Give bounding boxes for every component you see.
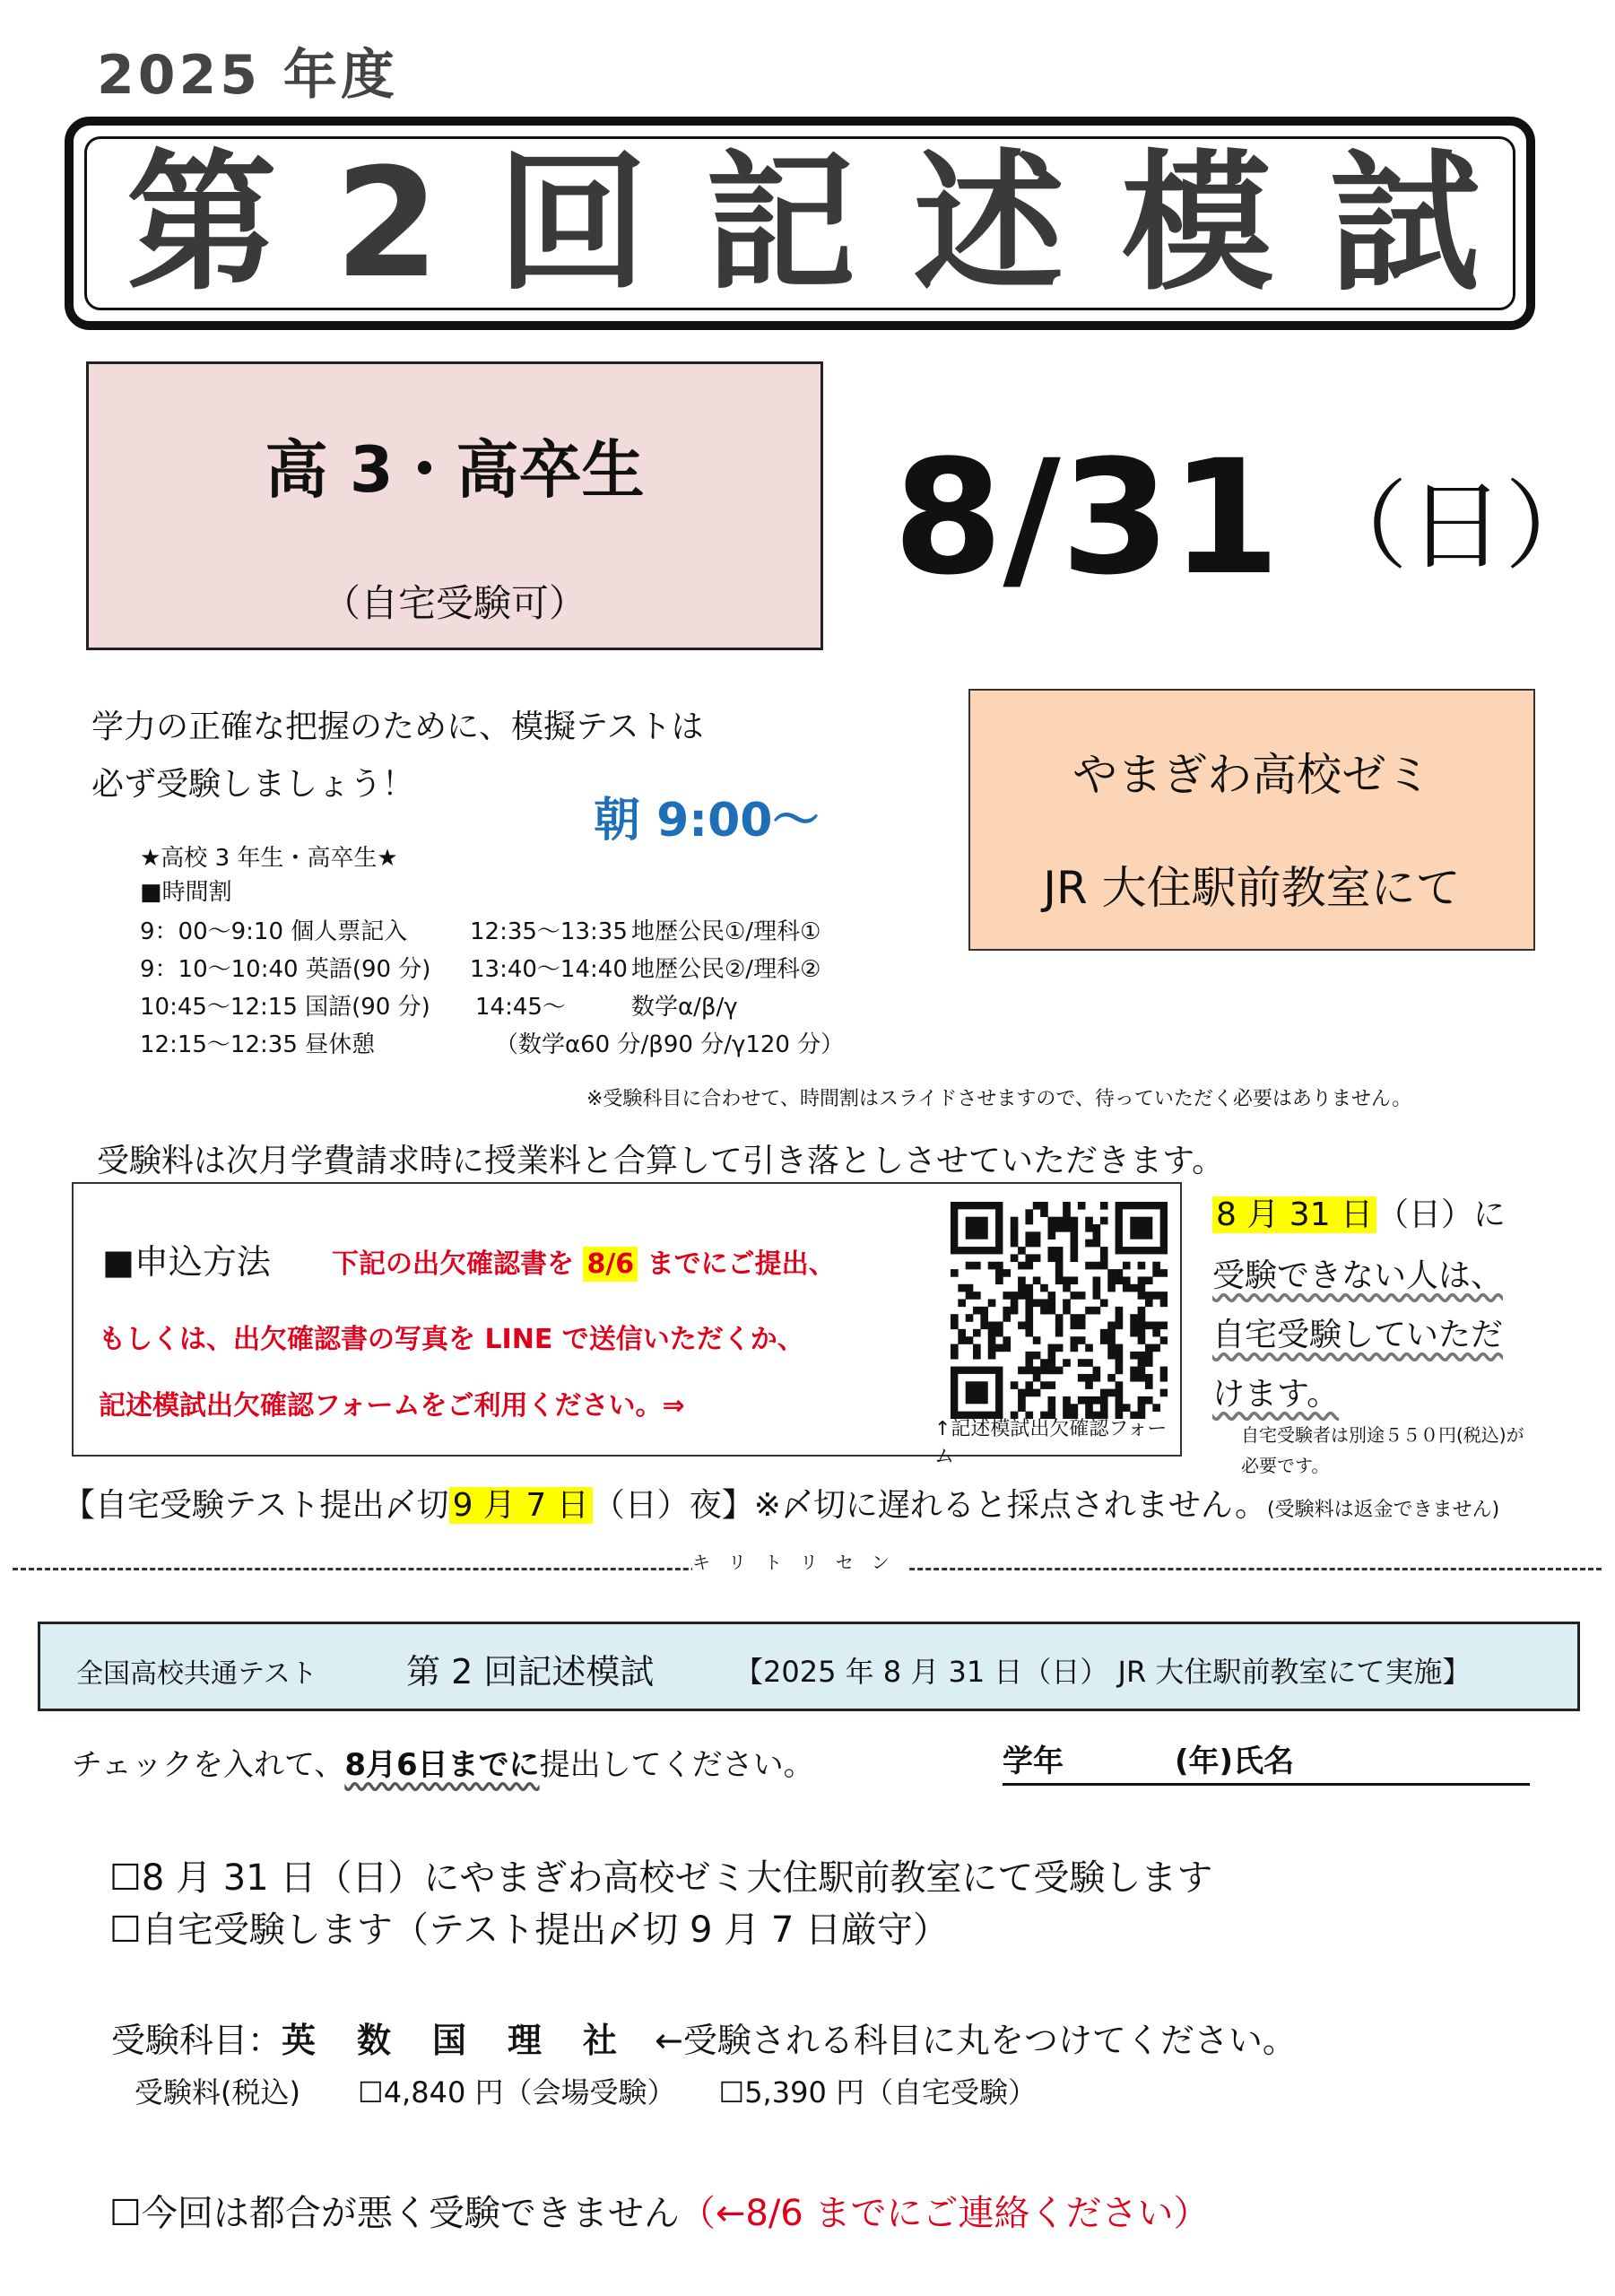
schedule-time: （数学α60 分/β90 分/γ120 分） bbox=[495, 1031, 845, 1058]
target-grade-box bbox=[86, 361, 823, 650]
qr-code-graphic bbox=[951, 1202, 1168, 1419]
side-note-line: 自宅受験していただ bbox=[1212, 1317, 1504, 1353]
schedule-time: 13:40～14:40 bbox=[470, 956, 628, 983]
start-time: 朝 9:00～ bbox=[594, 794, 820, 848]
schedule-subject: 地歴公民②/理科② bbox=[631, 956, 821, 983]
schedule-subject: 地歴公民①/理科① bbox=[631, 918, 821, 945]
price-label: 受験料(税込) bbox=[135, 2075, 300, 2109]
cut-line-label: キリトリセン bbox=[692, 1548, 907, 1574]
deadline-text: （日）夜】※〆切に遅れると採点されません。 bbox=[592, 1487, 1268, 1524]
schedule-time: 12:35～13:35 bbox=[470, 918, 628, 945]
side-note-line: 受験できない人は、 bbox=[1212, 1257, 1504, 1294]
price-home-checkbox[interactable]: ☐5,390 円（自宅受験） bbox=[718, 2075, 1037, 2109]
fee-note: 受験料は次月学費請求時に授業料と合算して引き落としさせていただきます。 bbox=[97, 1143, 1225, 1179]
subjects-note: ←受験される科目に丸をつけてください。 bbox=[655, 2021, 1297, 2060]
year-label: 2025 年度 bbox=[97, 44, 398, 107]
subjects-label: 受験科目： bbox=[111, 2021, 282, 2060]
venue-box bbox=[968, 689, 1535, 951]
schedule-row: 9：00～9:10 個人票記入 bbox=[140, 918, 408, 945]
schedule-subject: 数学α/β/γ bbox=[631, 994, 738, 1021]
price-row bbox=[135, 2070, 1037, 2111]
absent-note: （←8/6 までにご連絡ください） bbox=[679, 2193, 1210, 2234]
price-venue-checkbox[interactable]: ☐4,840 円（会場受験） bbox=[358, 2075, 662, 2109]
application-box bbox=[72, 1182, 1182, 1468]
side-note-line bbox=[1212, 1189, 1506, 1235]
side-note-small: 必要です。 bbox=[1241, 1455, 1330, 1476]
application-text: 下記の出欠確認書を bbox=[332, 1248, 574, 1280]
home-exam-deadline bbox=[63, 1480, 1499, 1526]
venue-name: やまぎわ高校ゼミ bbox=[1072, 749, 1431, 801]
absent-checkbox: ☐今回は都合が悪く受験できません bbox=[109, 2193, 680, 2234]
form-instruction-deadline: 8月6日までに bbox=[344, 1747, 540, 1783]
side-note-line: けます。 bbox=[1212, 1376, 1340, 1413]
application-instruction bbox=[332, 1241, 836, 1281]
schedule-note: ※受験科目に合わせて、時間割はスライドさせますので、待っていただく必要はありません。 bbox=[586, 1088, 1412, 1110]
home-exam-note: （自宅受験可） bbox=[322, 581, 586, 625]
attend-venue-checkbox[interactable]: ☐8 月 31 日（日）にやまぎわ高校ゼミ大住駅前教室にて受験します bbox=[109, 1857, 1213, 1899]
schedule-label: ■時間割 bbox=[140, 879, 232, 906]
schedule-heading: ★高校 3 年生・高卒生★ bbox=[140, 845, 398, 872]
form-banner-category: 全国高校共通テスト bbox=[76, 1658, 317, 1690]
form-instruction bbox=[72, 1740, 814, 1784]
side-note-date: 8 月 31 日 bbox=[1212, 1196, 1376, 1233]
side-note-text: （日）に bbox=[1376, 1196, 1506, 1233]
application-text: までにご提出、 bbox=[647, 1248, 836, 1280]
form-instruction-text: チェックを入れて、 bbox=[72, 1747, 345, 1783]
exam-weekday: （日） bbox=[1311, 471, 1602, 583]
home-exam-checkbox[interactable]: ☐自宅受験します（テスト提出〆切 9 月 7 日厳守） bbox=[109, 1909, 950, 1951]
schedule-row: 9：10～10:40 英語(90 分) bbox=[140, 956, 431, 983]
form-banner bbox=[38, 1622, 1580, 1711]
schedule-row: 12:15～12:35 昼休憩 bbox=[140, 1031, 376, 1058]
application-deadline: 8/6 bbox=[583, 1247, 638, 1282]
subjects-options[interactable]: 英 数 国 理 社 bbox=[282, 2021, 621, 2060]
target-grade: 高 3・高卒生 bbox=[265, 433, 645, 507]
subjects-row bbox=[111, 2013, 1297, 2062]
name-field[interactable] bbox=[1003, 1736, 1530, 1786]
title-inner bbox=[84, 136, 1515, 310]
title-char: 記 bbox=[705, 135, 856, 311]
name-label: (年)氏名 bbox=[1175, 1744, 1295, 1779]
absent-checkbox-row[interactable] bbox=[109, 2185, 1209, 2236]
title-banner bbox=[65, 117, 1535, 330]
grade-label: 学年 bbox=[1003, 1744, 1064, 1779]
schedule-row: 10:45～12:15 国語(90 分) bbox=[140, 994, 430, 1021]
qr-code[interactable] bbox=[951, 1202, 1168, 1419]
side-note-small: 自宅受験者は別途５５０円(税込)が bbox=[1241, 1424, 1524, 1446]
qr-caption: ↑記述模試出欠確認フォーム bbox=[934, 1418, 1168, 1468]
title-char: 2 bbox=[334, 135, 440, 311]
schedule-time: 14:45～ bbox=[475, 994, 566, 1021]
intro-text: 必ず受験しましょう！ bbox=[91, 766, 415, 803]
title-char: 模 bbox=[1121, 135, 1272, 311]
title-char: 試 bbox=[1329, 135, 1480, 311]
form-banner-title: 第 2 回記述模試 bbox=[406, 1652, 655, 1692]
title-char: 第 bbox=[126, 135, 277, 311]
venue-location: JR 大住駅前教室にて bbox=[1043, 862, 1461, 914]
application-label: ■申込方法 bbox=[102, 1242, 271, 1282]
deadline-refund-note: (受験料は返金できません) bbox=[1267, 1499, 1500, 1521]
form-banner-info: 【2025 年 8 月 31 日（日） JR 大住駅前教室にて実施】 bbox=[734, 1655, 1472, 1689]
title-char: 述 bbox=[913, 135, 1064, 311]
deadline-text: 【自宅受験テスト提出〆切 bbox=[63, 1487, 449, 1524]
form-instruction-text: 提出してください。 bbox=[539, 1747, 814, 1783]
application-instruction: もしくは、出欠確認書の写真を LINE で送信いただくか、 bbox=[99, 1324, 804, 1355]
exam-date: 8/31 bbox=[893, 426, 1281, 610]
title-char: 回 bbox=[497, 135, 648, 311]
application-instruction: 記述模試出欠確認フォームをご利用ください。⇒ bbox=[99, 1390, 685, 1422]
deadline-date: 9 月 7 日 bbox=[449, 1487, 593, 1524]
intro-text: 学力の正確な把握のために、模擬テストは bbox=[91, 709, 704, 745]
